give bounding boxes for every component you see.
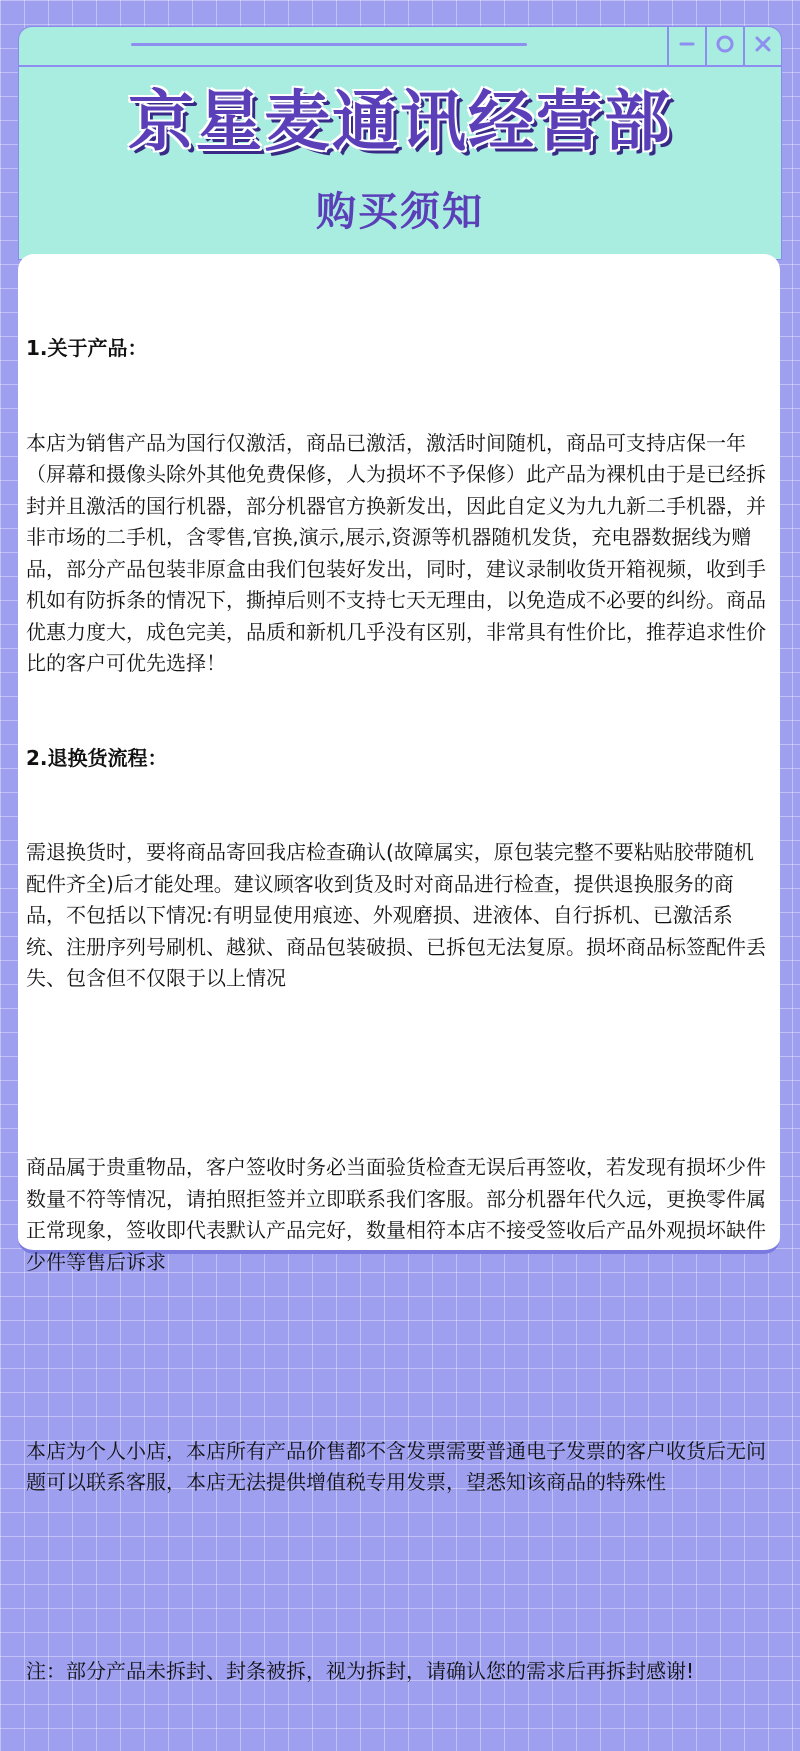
notice-text [26,270,772,1751]
maximize-icon [715,34,735,58]
titlebar-divider [19,65,781,67]
section-body-product: 本店为销售产品为国行仅激活，商品已激活，激活时间随机，商品可支持店保一年（屏幕和摄像头除外其他免费保修，人为损坏不予保修）此产品为裸机由于是已经拆封并且激活的国行机器，部分机器官方换新发出，因此自定义为九九新二手机器，并非市场的二手机，含零售,官换,演示,展示,资源等机器随机发货，充电器数据线为赠品，部分产品包装非原盒由我们包装好发出，同时，建议录制收货开箱视频，收到手机如有防拆条的情况下，撕掉后则不支持七天无理由，以免造成不必要的纠纷。商品优惠力度大，成色完美，品质和新机几乎没有区别，非常具有性价比，推荐追求性价比的客户可优先选择！ [26,430,766,675]
notice-content-card [18,254,780,1683]
paragraph-inspection: 商品属于贵重物品，客户签收时务必当面验货检查无误后再签收，若发现有损坏少件数量不符等情况，请拍照拒签并立即联系我们客服。部分机器年代久远，更换零件属正常现象，签收即代表默认产品完好，数量相符本店不接受签收后产品外观损坏缺件少件等售后诉求 [26,1155,766,1274]
maximize-button[interactable] [705,27,743,65]
notice-window [18,26,782,1683]
paragraph-gap [26,1562,772,1594]
header-panel [18,26,782,260]
section-body-returns: 需退换货时，要将商品寄回我店检查确认(故障属实，原包装完整不要粘贴胶带随机配件齐全)后才能处理。建议顾客收到货及时对商品进行检查，提供退换服务的商品，不包括以下情况:有明显使用痕迹、外观磨损、进液体、自行拆机、已激活系统、注册序列号刷机、越狱、商品包装破损、已拆包无法复原。损坏商品标签配件丢失、包含但不仅限于以上情况 [26,840,766,990]
section-heading-returns: 2.退换货流程： [26,745,168,770]
minimize-button[interactable] [667,27,705,65]
titlebar-decoration [131,43,527,46]
close-button[interactable] [743,27,781,65]
paragraph-gap [26,1058,772,1090]
close-icon [753,34,773,58]
paragraph-invoice: 本店为个人小店，本店所有产品价售都不含发票需要普通电子发票的客户收货后无问题可以联系客服，本店无法提供增值税专用发票，望悉知该商品的特殊性 [26,1438,766,1494]
paragraph-note: 注：部分产品未拆封、封条被拆，视为拆封，请确认您的需求后再拆封感谢! [26,1659,695,1683]
section-heading-product: 1.关于产品： [26,336,148,360]
minimize-icon [678,35,696,57]
window-controls [667,27,781,65]
paragraph-gap [26,1341,772,1373]
page-subtitle: 购买须知 [316,189,484,235]
page-title: 京星麦通讯经营部 [128,83,672,160]
